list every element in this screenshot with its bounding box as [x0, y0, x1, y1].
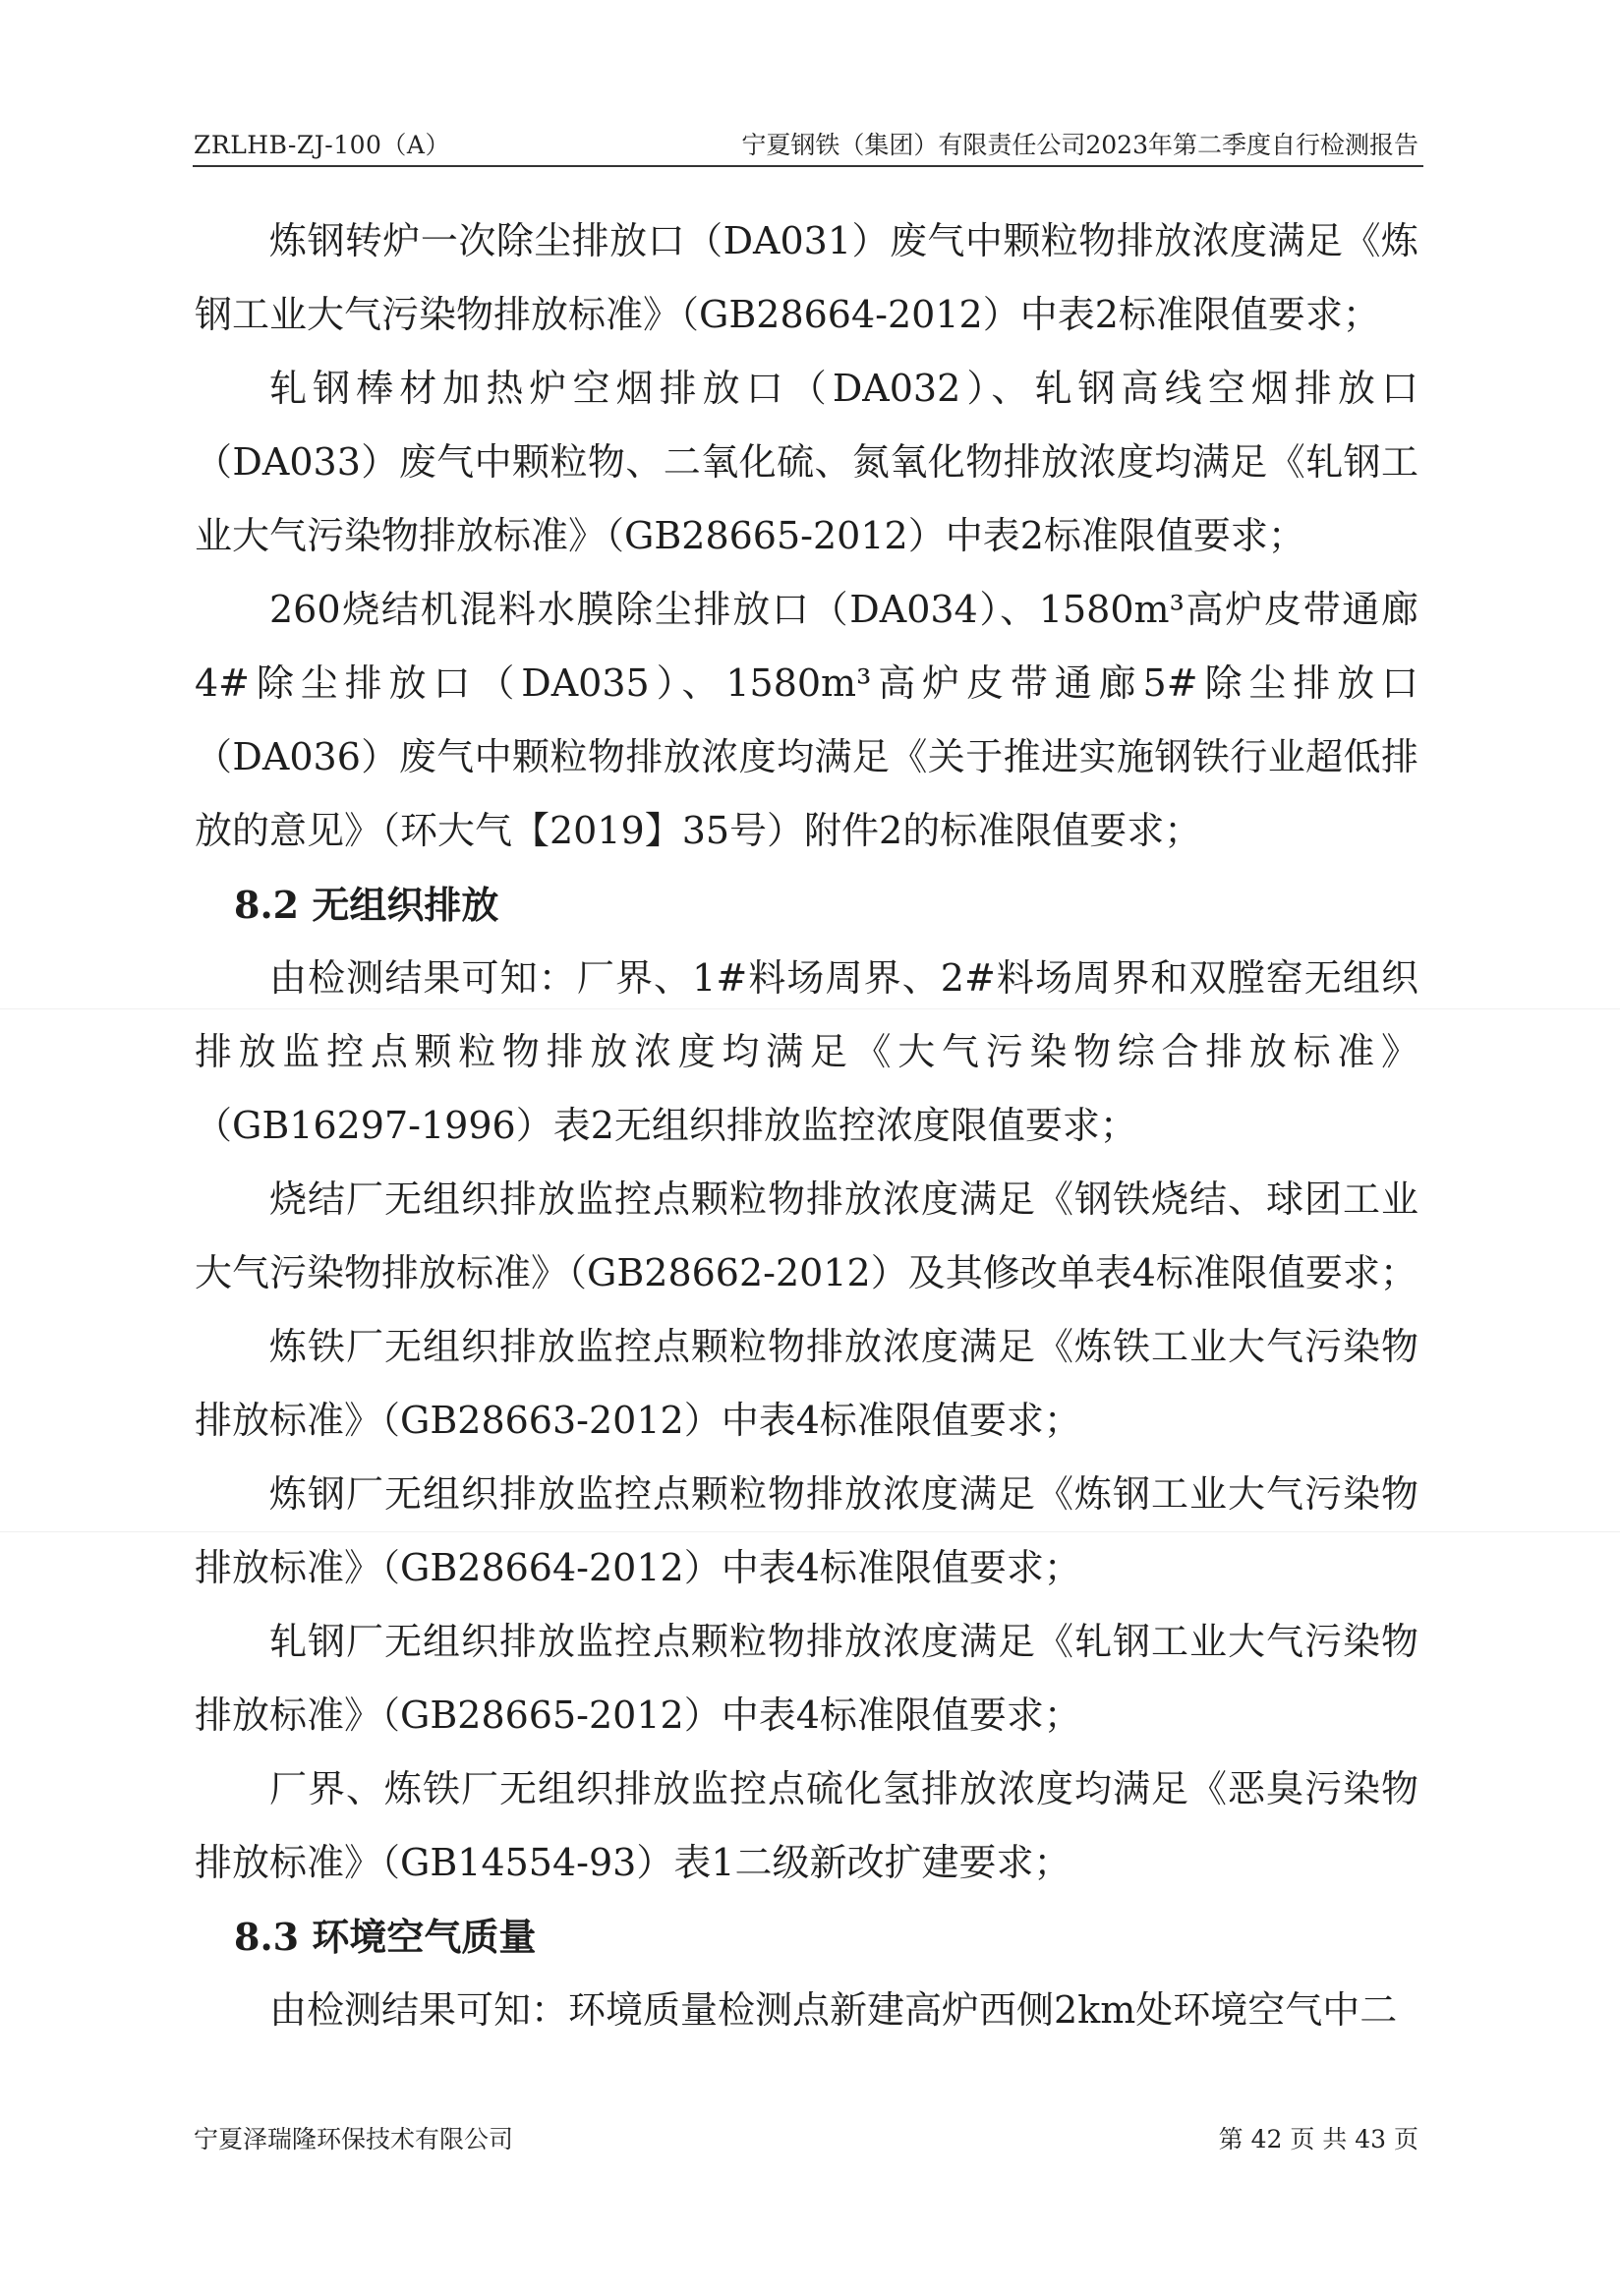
section-heading-8-2: 8.2 无组织排放 — [234, 883, 499, 927]
report-title: 宁夏钢铁（集团）有限责任公司2023年第二季度自行检测报告 — [741, 131, 1418, 159]
paragraph-boundary-fugitive: 由检测结果可知：厂界、1#料场周界、2#料场周界和双膛窑无组织排放监控点颗粒物排放浓度均满足《大气污染物综合排放标准》（GB16297-1996）表2无组织排放监控浓度限值要求； — [195, 956, 1418, 1147]
header-divider — [193, 165, 1423, 167]
scan-artifact-line — [0, 1531, 1620, 1532]
paragraph-ambient-air: 由检测结果可知：环境质量检测点新建高炉西侧2km处环境空气中二 — [269, 1988, 1398, 2032]
page-footer — [194, 2120, 1418, 2155]
paragraph-da032-da033: 轧钢棒材加热炉空烟排放口（DA032）、轧钢高线空烟排放口（DA033）废气中颗粒物、二氧化硫、氮氧化物排放浓度均满足《轧钢工业大气污染物排放标准》（GB28665-2012）中表2标准限值要求； — [195, 367, 1418, 557]
paragraph-steelmaking-fugitive: 炼钢厂无组织排放监控点颗粒物排放浓度满足《炼钢工业大气污染物排放标准》（GB28664-2012）中表4标准限值要求； — [195, 1472, 1418, 1589]
footer-page-number: 第 42 页 共 43 页 — [1218, 2125, 1418, 2153]
paragraph-h2s-fugitive: 厂界、炼铁厂无组织排放监控点硫化氢排放浓度均满足《恶臭污染物排放标准》（GB14554-93）表1二级新改扩建要求； — [195, 1767, 1418, 1884]
paragraph-sintering-fugitive: 烧结厂无组织排放监控点颗粒物排放浓度满足《钢铁烧结、球团工业大气污染物排放标准》（GB28662-2012）及其修改单表4标准限值要求； — [195, 1177, 1418, 1294]
report-code: ZRLHB-ZJ-100（A） — [194, 131, 450, 159]
paragraph-rolling-fugitive: 轧钢厂无组织排放监控点颗粒物排放浓度满足《轧钢工业大气污染物排放标准》（GB28665-2012）中表4标准限值要求； — [195, 1620, 1418, 1737]
paragraph-ironmaking-fugitive: 炼铁厂无组织排放监控点颗粒物排放浓度满足《炼铁工业大气污染物排放标准》（GB28663-2012）中表4标准限值要求； — [195, 1325, 1418, 1442]
paragraph-da034-da036: 260烧结机混料水膜除尘排放口（DA034）、1580m³高炉皮带通廊4#除尘排放口（DA035）、1580m³高炉皮带通廊5#除尘排放口（DA036）废气中颗粒物排放浓度均满足《关于推进实施钢铁行业超低排放的意见》（环大气【2019】35号）附件2的标准限值要求； — [195, 588, 1418, 852]
page-header — [194, 126, 1418, 161]
section-heading-8-3: 8.3 环境空气质量 — [234, 1915, 537, 1959]
scan-artifact-line — [0, 1008, 1620, 1009]
footer-company: 宁夏泽瑞隆环保技术有限公司 — [194, 2125, 514, 2153]
paragraph-da031: 炼钢转炉一次除尘排放口（DA031）废气中颗粒物排放浓度满足《炼钢工业大气污染物排放标准》（GB28664-2012）中表2标准限值要求； — [195, 219, 1418, 336]
